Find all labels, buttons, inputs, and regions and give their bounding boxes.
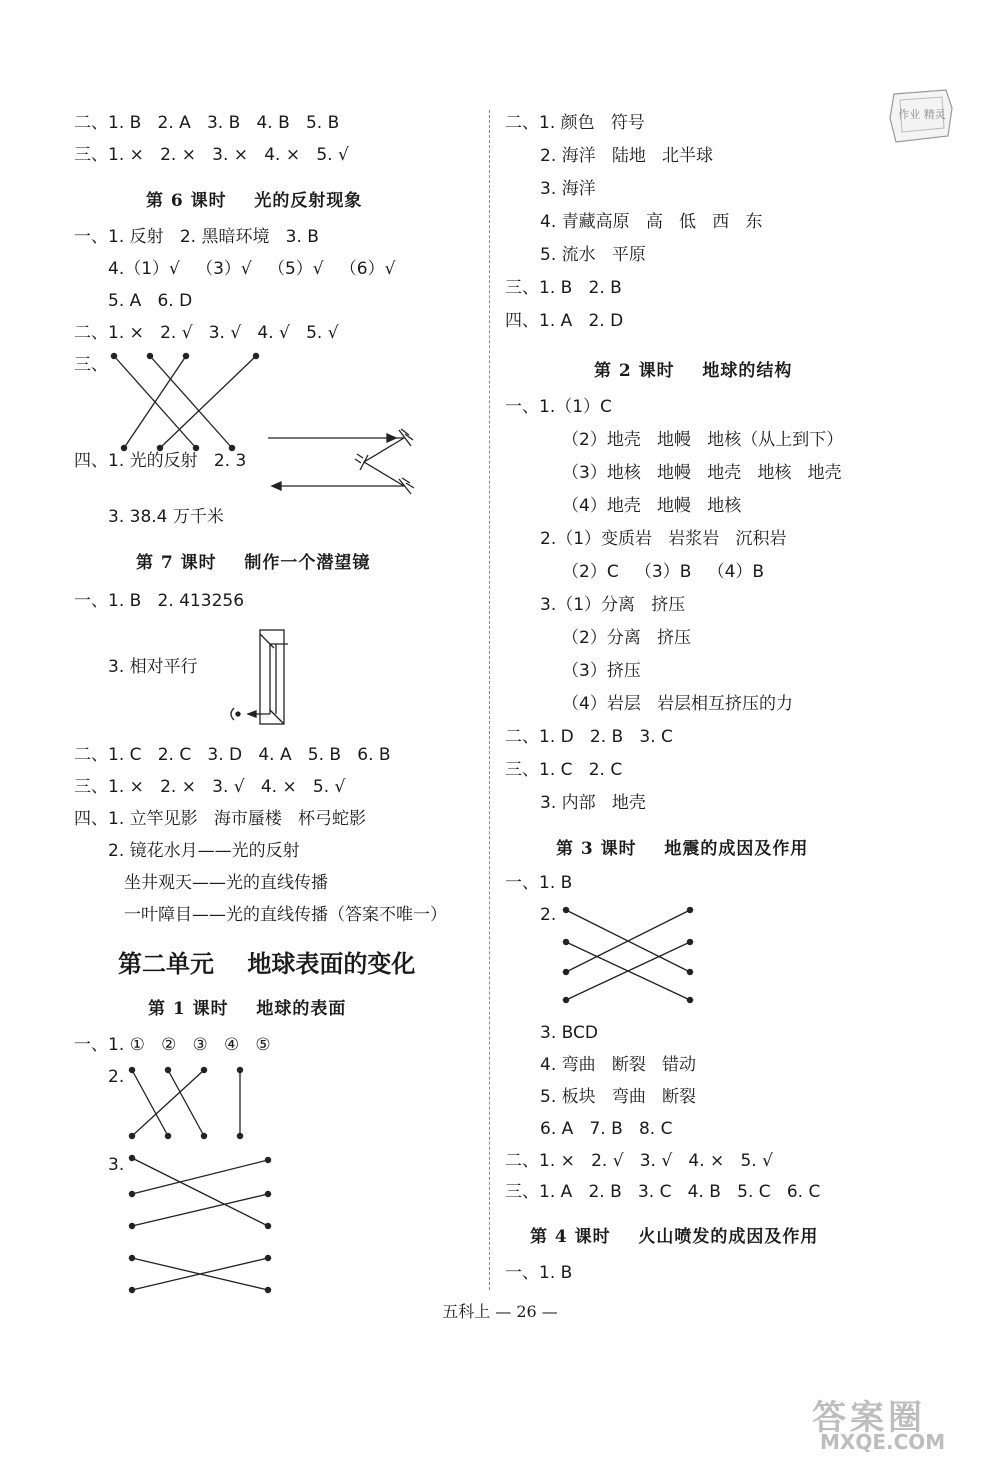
answer-line: 四、1. A 2. D bbox=[505, 311, 624, 331]
answer-line: 四、1. 光的反射 2. 3 bbox=[74, 451, 247, 471]
lesson-heading: 第 4 课时 火山喷发的成因及作用 bbox=[530, 1227, 819, 1247]
page-number: 五科上 — 26 — bbox=[442, 1302, 558, 1321]
answer-line: 3. 相对平行 bbox=[108, 657, 198, 677]
answer-line: 一叶障目——光的直线传播（答案不唯一） bbox=[124, 905, 447, 925]
answer-line: 三、1. C 2. C bbox=[505, 760, 623, 780]
answer-line: 3. 海洋 bbox=[540, 179, 596, 199]
answer-line: 6. A 7. B 8. C bbox=[540, 1119, 673, 1139]
answer-line: 三、1. A 2. B 3. C 4. B 5. C 6. C bbox=[505, 1182, 821, 1202]
answer-line: 四、1. 立竿见影 海市蜃楼 杯弓蛇影 bbox=[74, 809, 367, 829]
answer-line: （3）挤压 bbox=[562, 661, 641, 681]
answer-line: 二、1. 颜色 符号 bbox=[505, 113, 645, 133]
lesson-heading: 第 1 课时 地球的表面 bbox=[148, 999, 347, 1019]
answer-line: 三、1. B 2. B bbox=[505, 278, 622, 298]
answer-line: 二、1. × 2. √ 3. √ 4. × 5. √ bbox=[505, 1151, 773, 1171]
answer-line: 二、1. B 2. A 3. B 4. B 5. B bbox=[74, 113, 340, 133]
column-divider bbox=[489, 110, 490, 1290]
answer-line: （4）地壳 地幔 地核 bbox=[562, 496, 742, 516]
answer-line: 一、1. ① ② ③ ④ ⑤ bbox=[74, 1035, 271, 1055]
matching-diagram bbox=[126, 1064, 256, 1144]
answer-line: 一、1. B bbox=[505, 1263, 573, 1283]
answer-line: 2. 海洋 陆地 北半球 bbox=[540, 146, 714, 166]
answer-line: （2）分离 挤压 bbox=[562, 628, 692, 648]
watermark-logo: 答案圈 MXQE.COM bbox=[812, 1398, 946, 1454]
answer-line: 三、 bbox=[74, 355, 108, 375]
answer-line: 3.（1）分离 挤压 bbox=[540, 595, 686, 615]
answer-line: 二、1. × 2. √ 3. √ 4. √ 5. √ bbox=[74, 323, 339, 343]
answer-line: 3. 38.4 万千米 bbox=[108, 507, 224, 527]
answer-line: 一、1. 反射 2. 黑暗环境 3. B bbox=[74, 227, 319, 247]
svg-text:作业 精灵: 作业 精灵 bbox=[898, 108, 946, 121]
answer-line: 5. A 6. D bbox=[108, 291, 193, 311]
answer-line: 一、1. B 2. 413256 bbox=[74, 591, 245, 611]
lesson-heading: 第 7 课时 制作一个潜望镜 bbox=[136, 553, 371, 573]
answer-line: 3. 内部 地壳 bbox=[540, 793, 646, 813]
matching-diagram bbox=[560, 904, 700, 1004]
periscope-diagram bbox=[226, 626, 296, 730]
lesson-heading: 第 2 课时 地球的结构 bbox=[594, 361, 793, 381]
answer-line: 5. 流水 平原 bbox=[540, 245, 646, 265]
answer-line: 5. 板块 弯曲 断裂 bbox=[540, 1087, 697, 1107]
answer-line: 4.（1）√ （3）√ （5）√ （6）√ bbox=[108, 259, 396, 279]
answer-line: 三、1. × 2. × 3. × 4. × 5. √ bbox=[74, 145, 349, 165]
answer-line: （2）C （3）B （4）B bbox=[562, 562, 765, 582]
answer-line: 4. 弯曲 断裂 错动 bbox=[540, 1055, 697, 1075]
answer-line: （2）地壳 地幔 地核（从上到下） bbox=[562, 430, 844, 450]
stamp-logo bbox=[886, 88, 958, 146]
answer-line: 3. bbox=[108, 1155, 125, 1175]
answer-line: 三、1. × 2. × 3. √ 4. × 5. √ bbox=[74, 777, 346, 797]
answer-line: 二、1. C 2. C 3. D 4. A 5. B 6. B bbox=[74, 745, 391, 765]
lesson-heading: 第 3 课时 地震的成因及作用 bbox=[556, 839, 809, 859]
answer-line: 3. BCD bbox=[540, 1023, 598, 1043]
lesson-heading: 第 6 课时 光的反射现象 bbox=[146, 191, 363, 211]
unit-title: 第二单元 地球表面的变化 bbox=[118, 949, 416, 978]
answer-line: 2. bbox=[540, 905, 557, 925]
answer-line: 2. bbox=[108, 1067, 125, 1087]
answer-line: 二、1. D 2. B 3. C bbox=[505, 727, 673, 747]
answer-line: 4. 青藏高原 高 低 西 东 bbox=[540, 212, 763, 232]
reflection-diagram bbox=[268, 430, 418, 500]
answer-line: （4）岩层 岩层相互挤压的力 bbox=[562, 694, 794, 714]
answer-line: 2. 镜花水月——光的反射 bbox=[108, 841, 300, 861]
answer-line: 坐井观天——光的直线传播 bbox=[124, 873, 328, 893]
answer-line: 一、1. B bbox=[505, 873, 573, 893]
matching-diagram bbox=[110, 350, 270, 460]
answer-line: 2.（1）变质岩 岩浆岩 沉积岩 bbox=[540, 529, 787, 549]
matching-diagram bbox=[126, 1150, 276, 1300]
answer-line: （3）地核 地幔 地壳 地核 地壳 bbox=[562, 463, 842, 483]
answer-line: 一、1.（1）C bbox=[505, 397, 612, 417]
